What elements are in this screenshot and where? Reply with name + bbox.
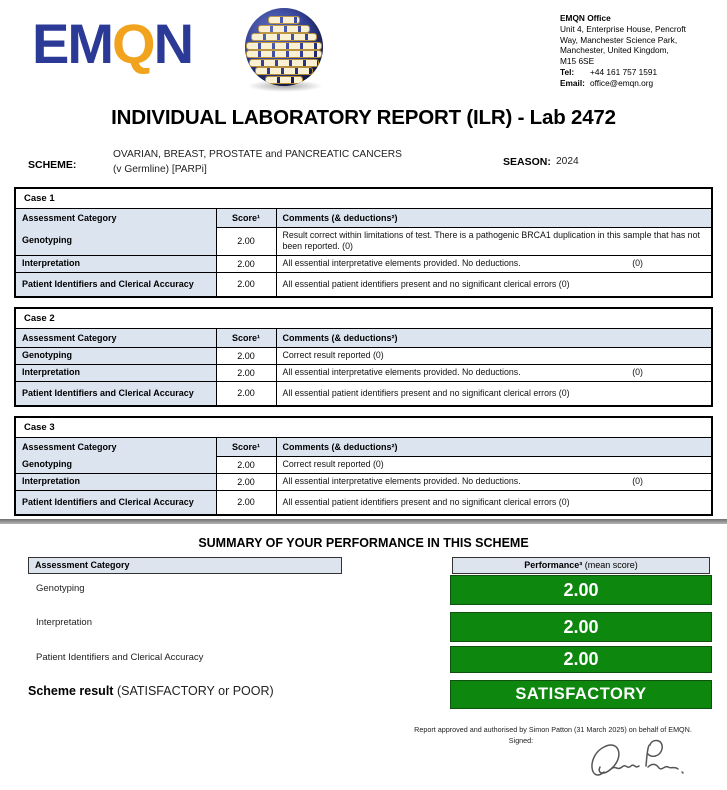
- comment-cell: Correct result reported (0): [276, 347, 712, 364]
- case-1-table: [14, 187, 713, 298]
- case-title-row: [15, 308, 712, 328]
- case-3-table: [14, 416, 713, 516]
- comment-cell: Correct result reported (0): [276, 456, 712, 473]
- score-cell: 2.00: [216, 227, 276, 255]
- summary-category-header: Assessment Category: [28, 557, 342, 574]
- score-cell: 2.00: [216, 456, 276, 473]
- column-header-comments: Comments (& deductions²): [276, 208, 712, 227]
- comment-cell: Result correct within limitations of test. There is a pathogenic BRCA1 duplication in this sample that has not been reported. (0): [276, 227, 712, 255]
- case-title: Case 1: [15, 188, 712, 208]
- page-title: INDIVIDUAL LABORATORY REPORT (ILR) - Lab 2472: [111, 106, 616, 129]
- summary-row-label: Genotyping: [36, 583, 85, 594]
- scheme-line2: (v Germline) [PARPi]: [113, 164, 207, 175]
- case-2-table: [14, 307, 713, 407]
- performance-score-box: 2.00: [450, 575, 712, 605]
- table-row: [15, 272, 712, 297]
- email-label: Email:: [560, 77, 585, 88]
- column-header-comments: Comments (& deductions²): [276, 437, 712, 456]
- signature-image: [584, 736, 688, 790]
- comment-cell: All essential patient identifiers present and no significant clerical errors (0): [276, 490, 712, 515]
- performance-subtext: (mean score): [582, 560, 638, 570]
- category-cell: Genotyping: [15, 456, 216, 473]
- comment-cell: All essential patient identifiers present and no significant clerical errors (0): [276, 272, 712, 297]
- category-cell: Interpretation: [15, 364, 216, 381]
- tel-label: Tel:: [560, 66, 575, 77]
- table-row: [15, 255, 712, 272]
- table-header-row: [15, 328, 712, 347]
- column-header-score: Score¹: [216, 437, 276, 456]
- office-address-line: M15 6SE: [560, 56, 595, 67]
- summary-row-label: Patient Identifiers and Clerical Accuracy: [36, 652, 204, 663]
- scheme-line1: OVARIAN, BREAST, PROSTATE and PANCREATIC CANCERS: [113, 149, 402, 160]
- summary-title: SUMMARY OF YOUR PERFORMANCE IN THIS SCHEME: [198, 536, 529, 550]
- deduction-value: (0): [632, 475, 643, 486]
- score-cell: 2.00: [216, 272, 276, 297]
- case-title-row: [15, 188, 712, 208]
- office-email-row: [560, 78, 724, 89]
- category-cell: Interpretation: [15, 255, 216, 272]
- case-title: Case 3: [15, 417, 712, 437]
- table-row: [15, 227, 712, 255]
- table-header-row: [15, 208, 712, 227]
- performance-score-box: 2.00: [450, 646, 712, 673]
- office-address-block: [560, 13, 724, 88]
- column-header-category: Assessment Category: [15, 328, 216, 347]
- column-header-score: Score¹: [216, 208, 276, 227]
- score-cell: 2.00: [216, 381, 276, 406]
- office-title: EMQN Office: [560, 13, 611, 23]
- table-row: [15, 381, 712, 406]
- category-cell: Genotyping: [15, 347, 216, 364]
- office-address-line: Unit 4, Enterprise House, Pencroft: [560, 23, 686, 34]
- section-divider: [0, 519, 727, 524]
- comment-cell: (0) All essential interpretative elements provided. No deductions.: [276, 255, 712, 272]
- comment-cell: (0) All essential interpretative elements provided. No deductions.: [276, 473, 712, 490]
- table-row: [15, 347, 712, 364]
- score-cell: 2.00: [216, 255, 276, 272]
- globe-sphere: [245, 8, 323, 86]
- case-title: Case 2: [15, 308, 712, 328]
- column-header-category: Assessment Category: [15, 437, 216, 456]
- emqn-logo: [32, 12, 193, 75]
- scheme-result-box: SATISFACTORY: [450, 680, 712, 709]
- score-cell: 2.00: [216, 490, 276, 515]
- office-address-line: Way, Manchester Science Park,: [560, 34, 678, 45]
- category-cell: Patient Identifiers and Clerical Accuracy: [15, 381, 216, 406]
- deduction-value: (0): [632, 257, 643, 268]
- score-cell: 2.00: [216, 364, 276, 381]
- category-cell: Patient Identifiers and Clerical Accuracy: [15, 272, 216, 297]
- comment-cell: (0) All essential interpretative elements provided. No deductions.: [276, 364, 712, 381]
- office-address-line: Manchester, United Kingdom,: [560, 45, 669, 56]
- summary-performance-header: [452, 557, 710, 574]
- column-header-comments: Comments (& deductions²): [276, 328, 712, 347]
- performance-score-box: 2.00: [450, 612, 712, 642]
- emqn-logo-text: EMQN: [32, 12, 193, 75]
- season-value: 2024: [556, 156, 579, 167]
- tel-value: +44 161 757 1591: [590, 66, 658, 77]
- table-row: [15, 490, 712, 515]
- approval-text: Report approved and authorised by Simon Patton (31 March 2025) on behalf of EMQN.: [414, 725, 692, 734]
- performance-label: Performance³: [524, 560, 583, 570]
- scheme-label: SCHEME:: [28, 159, 77, 171]
- deduction-value: (0): [632, 366, 643, 377]
- table-row: [15, 473, 712, 490]
- score-cell: 2.00: [216, 473, 276, 490]
- season-label: SEASON:: [503, 156, 551, 168]
- scheme-result-label: Scheme result (SATISFACTORY or POOR): [28, 684, 274, 698]
- table-row: [15, 364, 712, 381]
- table-row: [15, 456, 712, 473]
- column-header-score: Score¹: [216, 328, 276, 347]
- scheme-value: [113, 147, 402, 177]
- column-header-category: Assessment Category: [15, 208, 216, 227]
- summary-row-label: Interpretation: [36, 617, 92, 628]
- email-value: office@emqn.org: [590, 77, 654, 88]
- table-header-row: [15, 437, 712, 456]
- signed-label: Signed:: [508, 736, 534, 745]
- category-cell: Genotyping: [15, 227, 216, 255]
- case-title-row: [15, 417, 712, 437]
- comment-cell: All essential patient identifiers present and no significant clerical errors (0): [276, 381, 712, 406]
- category-cell: Patient Identifiers and Clerical Accuracy: [15, 490, 216, 515]
- emqn-globe-icon: [243, 6, 327, 92]
- category-cell: Interpretation: [15, 473, 216, 490]
- score-cell: 2.00: [216, 347, 276, 364]
- office-tel-row: [560, 67, 724, 78]
